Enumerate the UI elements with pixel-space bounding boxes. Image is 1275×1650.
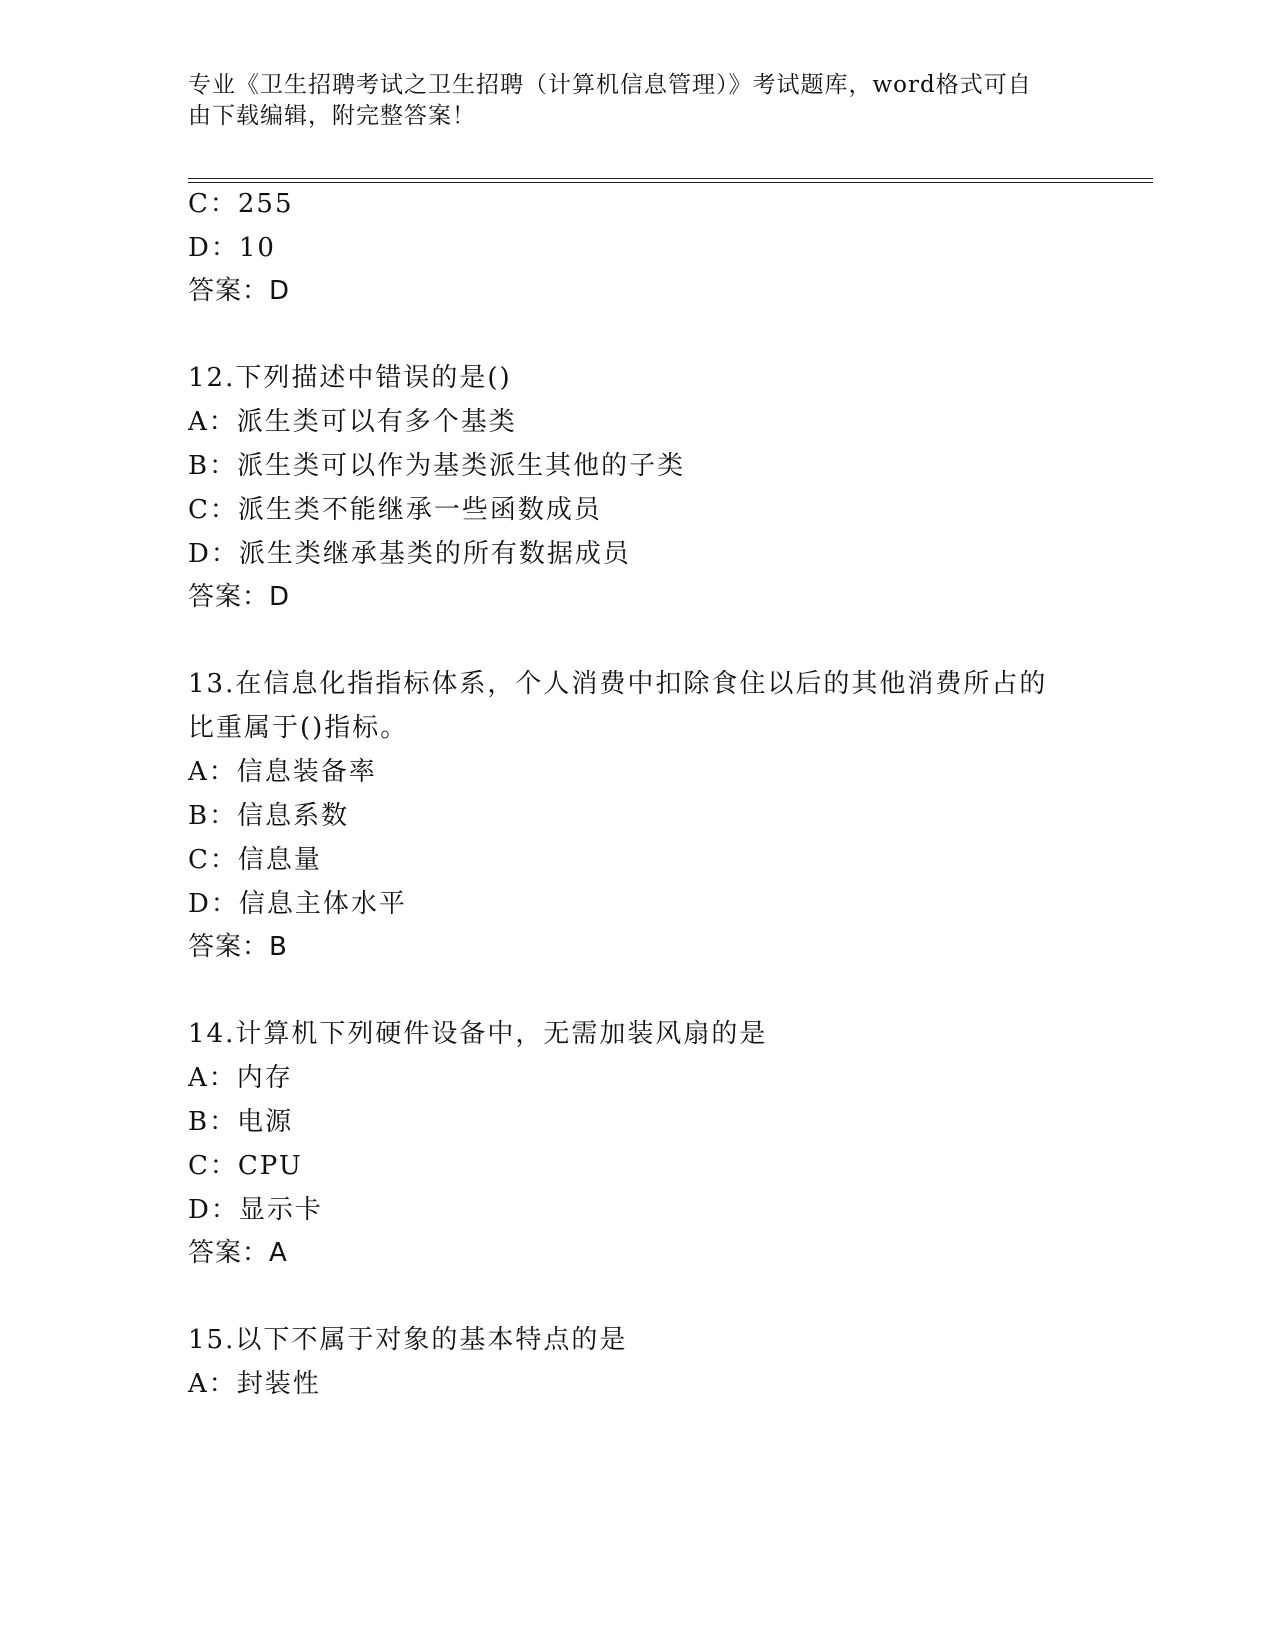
question-13-option-a: A：信息装备率 [188,757,377,787]
question-12-option-d: D：派生类继承基类的所有数据成员 [188,539,631,569]
question-12-stem: 12.下列描述中错误的是() [188,363,512,393]
question-12-answer: 答案：D [188,582,291,612]
header-divider-top [188,178,1153,179]
question-14-option-a: A：内存 [188,1063,293,1093]
question-15-stem: 15.以下不属于对象的基本特点的是 [188,1325,628,1355]
question-15-option-a: A：封装性 [188,1369,321,1399]
question-14-answer: 答案：A [188,1238,288,1268]
question-12-option-b: B：派生类可以作为基类派生其他的子类 [188,451,686,481]
question-14-stem: 14.计算机下列硬件设备中，无需加装风扇的是 [188,1019,768,1049]
question-13-option-d: D：信息主体水平 [188,889,407,919]
question-12-option-a: A：派生类可以有多个基类 [188,407,517,437]
question-12-option-c: C：派生类不能继承一些函数成员 [188,495,602,525]
document-header [188,70,1088,132]
question-13-answer: 答案：B [188,932,288,962]
option-c: C：255 [188,189,294,219]
answer-label: 答案：D [188,276,291,306]
question-14-option-d: D：显示卡 [188,1195,323,1225]
question-13-stem-line-1: 13.在信息化指指标体系，个人消费中扣除食住以后的其他消费所占的 [188,669,1048,699]
question-13-option-c: C：信息量 [188,845,322,875]
option-d: D：10 [188,233,276,263]
header-divider-bottom [188,182,1153,183]
question-13-stem-line-2: 比重属于()指标。 [188,713,409,743]
header-line-2: 由下载编辑，附完整答案！ [188,103,476,129]
question-14-option-b: B：电源 [188,1107,294,1137]
header-line-1: 专业《卫生招聘考试之卫生招聘（计算机信息管理）》考试题库，word格式可自 [188,72,1032,98]
question-14-option-c: C：CPU [188,1151,303,1181]
question-13-option-b: B：信息系数 [188,801,350,831]
